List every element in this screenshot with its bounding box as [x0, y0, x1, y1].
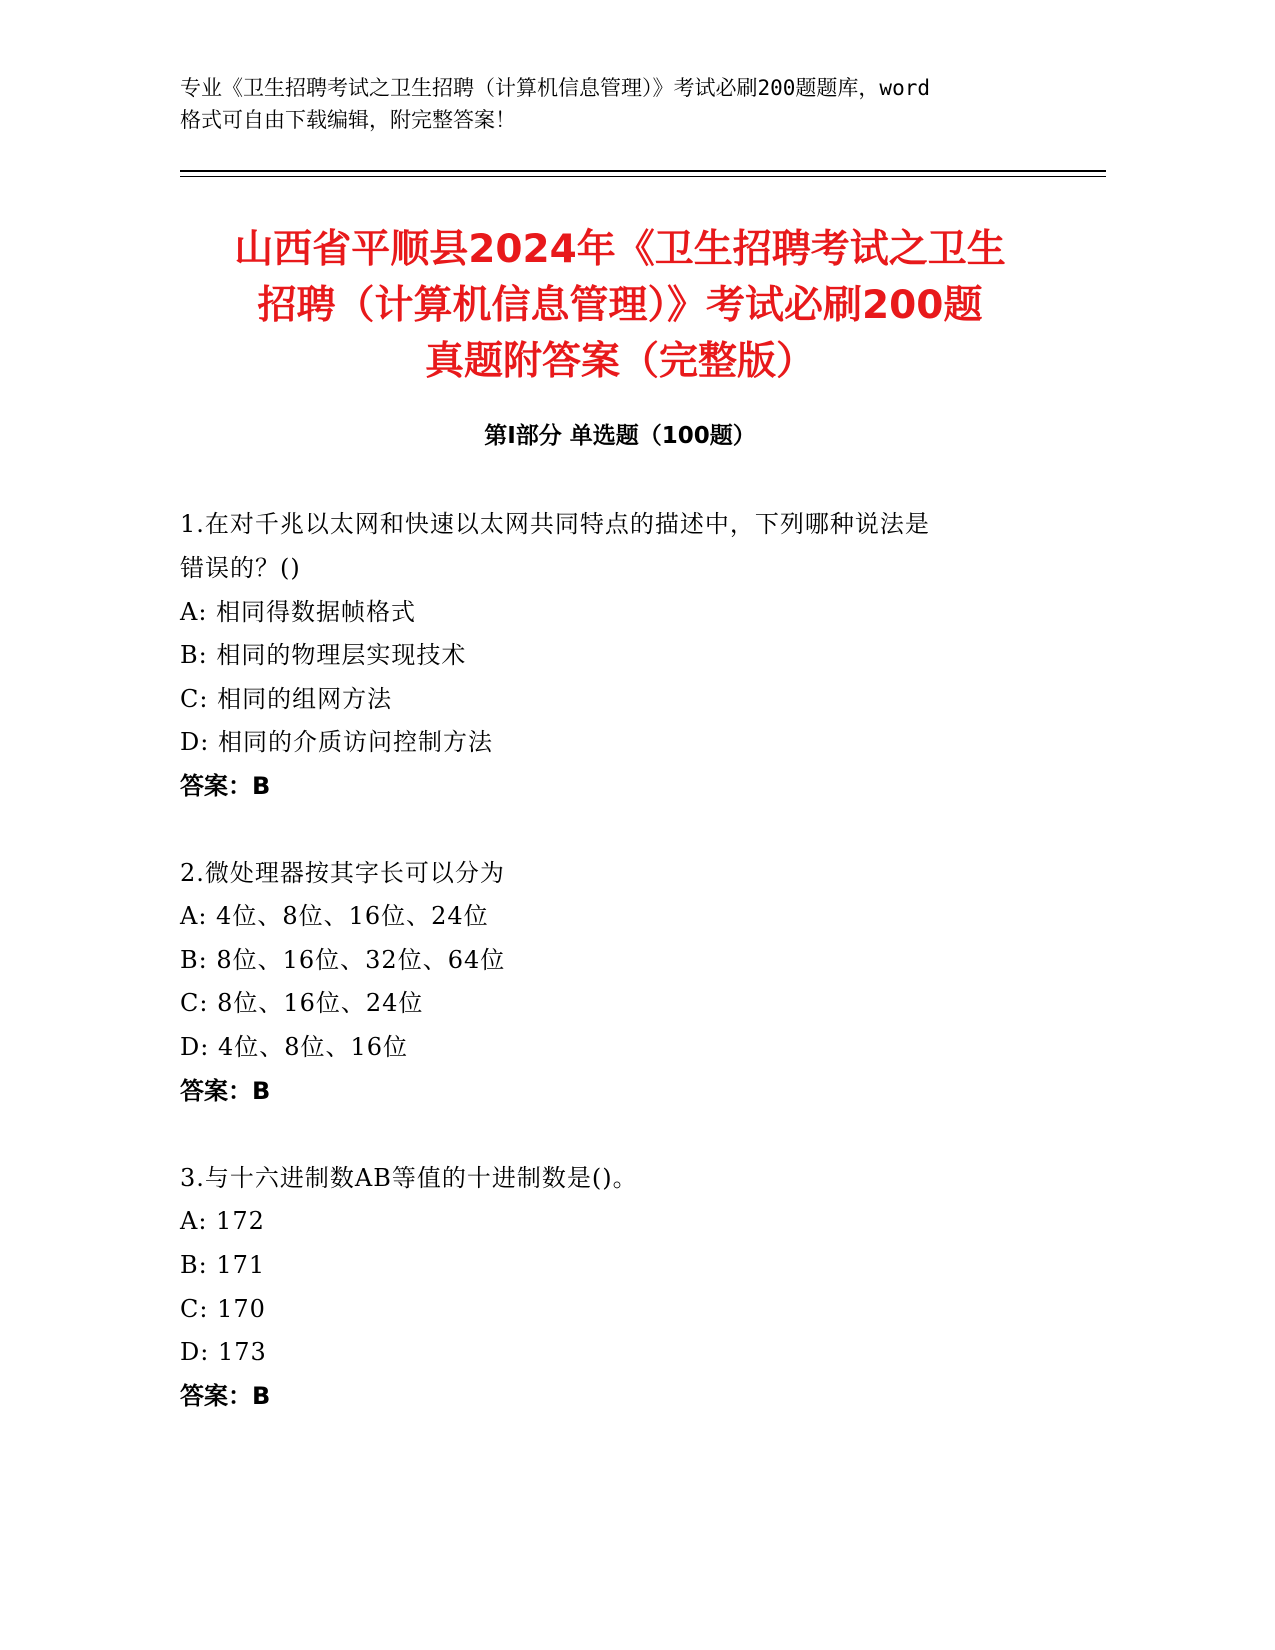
- answer-label: 答案：B: [180, 1382, 271, 1410]
- question-stem: 错误的？(): [180, 554, 301, 582]
- option-b: B: 171: [180, 1251, 266, 1279]
- option-c: C: 8位、16位、24位: [180, 989, 424, 1017]
- title-line: 招聘（计算机信息管理）》考试必刷200题: [257, 283, 983, 328]
- title-line: 山西省平顺县2024年《卫生招聘考试之卫生: [234, 227, 1006, 272]
- question-stem: 2.微处理器按其字长可以分为: [180, 859, 505, 887]
- option-a: A: 4位、8位、16位、24位: [180, 902, 489, 930]
- option-c: C: 相同的组网方法: [180, 685, 393, 713]
- option-a: A: 相同得数据帧格式: [180, 598, 417, 626]
- header-divider-thin: [180, 176, 1106, 177]
- option-a: A: 172: [180, 1207, 265, 1235]
- option-d: D: 相同的介质访问控制方法: [180, 728, 493, 756]
- header-note-line: 格式可自由下载编辑，附完整答案！: [180, 108, 516, 132]
- question-stem: 1.在对千兆以太网和快速以太网共同特点的描述中，下列哪种说法是: [180, 510, 930, 538]
- section-heading: 第Ⅰ部分 单选题（100题）: [484, 423, 756, 449]
- option-d: D: 4位、8位、16位: [180, 1033, 409, 1061]
- answer-label: 答案：B: [180, 1077, 271, 1105]
- answer-label: 答案：B: [180, 772, 271, 800]
- option-b: B: 相同的物理层实现技术: [180, 641, 467, 669]
- option-d: D: 173: [180, 1338, 267, 1366]
- header-note-line: 专业《卫生招聘考试之卫生招聘（计算机信息管理）》考试必刷200题题库，word: [180, 76, 930, 100]
- header-note: [180, 72, 1060, 136]
- document-title: [180, 222, 1060, 390]
- option-b: B: 8位、16位、32位、64位: [180, 946, 506, 974]
- question-stem: 3.与十六进制数AB等值的十进制数是()。: [180, 1164, 638, 1192]
- title-line: 真题附答案（完整版）: [424, 339, 815, 384]
- option-c: C: 170: [180, 1295, 266, 1323]
- header-divider-thick: [180, 170, 1106, 172]
